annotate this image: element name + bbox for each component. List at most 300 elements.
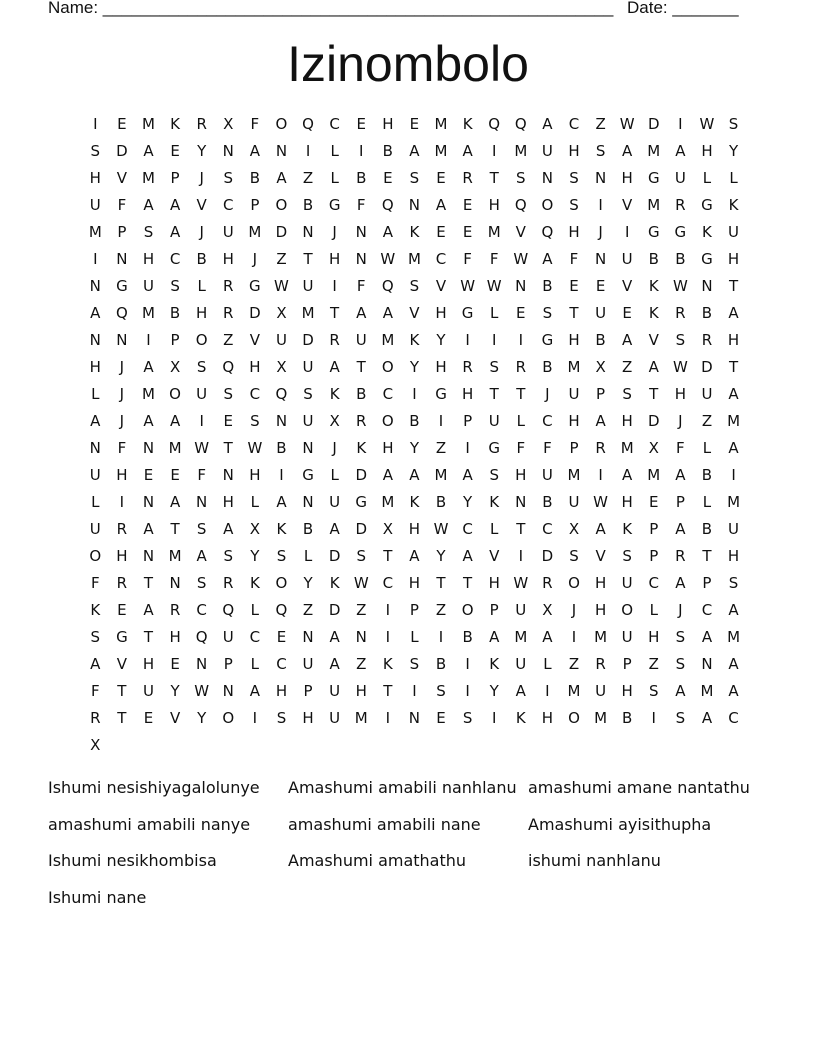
grid-letter: G xyxy=(302,466,314,484)
grid-letter: S xyxy=(595,142,606,160)
grid-letter: K xyxy=(648,304,659,322)
grid-letter: A xyxy=(143,142,154,160)
grid-letter: I xyxy=(199,412,204,430)
grid-letter: G xyxy=(461,304,474,322)
grid-letter: C xyxy=(382,385,394,403)
grid-letter: Q xyxy=(488,115,501,133)
grid-letter: O xyxy=(461,601,474,619)
grid-letter: W xyxy=(593,493,608,511)
grid-letter: C xyxy=(223,196,234,214)
grid-letter: P xyxy=(170,169,180,187)
grid-letter: Q xyxy=(381,277,394,295)
grid-letter: N xyxy=(355,628,367,646)
grid-letter: S xyxy=(303,385,313,403)
grid-letter: T xyxy=(330,304,340,322)
grid-letter: L xyxy=(91,385,100,403)
grid-letter: T xyxy=(489,385,499,403)
grid-letter: T xyxy=(569,304,579,322)
grid-letter: M xyxy=(727,412,741,430)
grid-letter: T xyxy=(516,385,526,403)
grid-letter: R xyxy=(356,412,367,430)
grid-letter: H xyxy=(488,574,500,592)
grid-letter: E xyxy=(649,493,659,511)
grid-letter: A xyxy=(462,466,473,484)
grid-letter: Z xyxy=(356,655,367,673)
grid-letter: B xyxy=(356,169,367,187)
grid-letter: A xyxy=(90,412,101,430)
grid-letter: Y xyxy=(436,331,446,349)
grid-letter: C xyxy=(196,601,207,619)
grid-letter: K xyxy=(728,196,739,214)
grid-letter: M xyxy=(620,439,634,457)
grid-letter: L xyxy=(91,493,100,511)
grid-letter: P xyxy=(303,682,313,700)
grid-letter: X xyxy=(276,358,287,376)
grid-letter: W xyxy=(699,115,715,133)
grid-letter: A xyxy=(728,385,739,403)
grid-letter: I xyxy=(651,709,656,727)
grid-letter: I xyxy=(598,466,603,484)
grid-letter: N xyxy=(142,493,155,511)
grid-letter: V xyxy=(622,196,633,214)
grid-letter: Y xyxy=(436,547,446,565)
grid-letter: S xyxy=(489,466,499,484)
grid-letter: T xyxy=(383,682,393,700)
grid-letter: X xyxy=(568,520,580,538)
grid-letter: U xyxy=(275,331,287,349)
grid-letter: S xyxy=(196,358,207,376)
grid-letter: N xyxy=(222,466,234,484)
grid-letter: H xyxy=(302,709,314,727)
grid-letter: S xyxy=(675,709,686,727)
grid-letter: M xyxy=(381,493,395,511)
grid-letter: M xyxy=(434,466,448,484)
grid-letter: U xyxy=(222,628,234,646)
grid-letter: N xyxy=(89,331,101,349)
grid-letter: R xyxy=(595,655,606,673)
grid-letter: W xyxy=(433,520,449,538)
grid-letter: Q xyxy=(514,196,527,214)
grid-letter: A xyxy=(489,628,500,646)
grid-letter: P xyxy=(409,601,419,619)
grid-letter: P xyxy=(622,655,632,673)
grid-letter: H xyxy=(435,304,447,322)
grid-letter: E xyxy=(436,223,446,241)
grid-letter: H xyxy=(169,628,181,646)
grid-letter: T xyxy=(489,169,499,187)
grid-letter: B xyxy=(302,196,314,214)
grid-letter: H xyxy=(249,358,261,376)
grid-letter: E xyxy=(622,304,632,322)
grid-letter: A xyxy=(728,655,739,673)
grid-letter: I xyxy=(279,466,284,484)
grid-letter: J xyxy=(199,223,204,241)
grid-letter: G xyxy=(435,385,447,403)
grid-letter: P xyxy=(569,439,579,457)
grid-letter: M xyxy=(301,304,315,322)
grid-letter: A xyxy=(143,358,154,376)
grid-letter: B xyxy=(542,358,553,376)
grid-letter: Y xyxy=(197,142,207,160)
grid-letter: I xyxy=(624,223,630,241)
grid-letter: G xyxy=(116,277,128,295)
grid-letter: D xyxy=(249,304,261,322)
grid-letter: A xyxy=(462,547,473,565)
grid-letter: U xyxy=(302,412,314,430)
grid-letter: R xyxy=(675,547,686,565)
grid-letter: E xyxy=(143,709,154,727)
grid-letter: C xyxy=(276,655,287,673)
grid-letter: K xyxy=(489,655,500,673)
grid-letter: K xyxy=(276,520,287,538)
grid-letter: S xyxy=(170,277,180,295)
grid-letter: T xyxy=(117,682,127,700)
grid-letter: B xyxy=(249,169,260,187)
grid-letter: M xyxy=(567,682,581,700)
grid-letter: H xyxy=(222,493,234,511)
grid-letter: F xyxy=(356,196,366,214)
grid-letter: A xyxy=(675,142,686,160)
grid-letter: H xyxy=(222,250,234,268)
grid-letter: Y xyxy=(170,682,180,700)
grid-letter: S xyxy=(356,547,366,565)
grid-letter: E xyxy=(356,115,366,133)
grid-letter: W xyxy=(486,277,502,295)
grid-letter: Z xyxy=(648,655,659,673)
grid-letter: A xyxy=(169,493,181,511)
grid-letter: H xyxy=(116,547,128,565)
grid-letter: M xyxy=(142,385,155,403)
grid-letter: H xyxy=(488,196,500,214)
grid-letter: A xyxy=(435,196,447,214)
grid-letter: M xyxy=(434,115,448,133)
grid-letter: I xyxy=(598,196,603,214)
grid-letter: N xyxy=(89,439,101,457)
grid-letter: W xyxy=(460,277,476,295)
grid-letter: Z xyxy=(435,439,447,457)
grid-letter: N xyxy=(116,331,128,349)
grid-letter: B xyxy=(701,466,713,484)
grid-letter: A xyxy=(249,682,260,700)
grid-letter: C xyxy=(648,574,659,592)
grid-letter: U xyxy=(595,304,607,322)
grid-letter: R xyxy=(515,358,527,376)
grid-letter: G xyxy=(488,439,501,457)
grid-letter: R xyxy=(595,439,606,457)
grid-letter: T xyxy=(117,709,127,727)
grid-letter: U xyxy=(568,385,580,403)
grid-letter: A xyxy=(542,115,553,133)
word-list-item: amashumi amabili nane xyxy=(288,814,481,834)
grid-letter: P xyxy=(489,601,499,619)
grid-letter: D xyxy=(701,358,713,376)
grid-letter: Y xyxy=(463,493,473,511)
grid-letter: Y xyxy=(409,439,419,457)
grid-letter: P xyxy=(702,574,712,592)
grid-letter: L xyxy=(410,628,419,646)
grid-letter: Y xyxy=(489,682,499,700)
grid-letter: W xyxy=(513,250,529,268)
grid-letter: K xyxy=(462,115,473,133)
grid-letter: J xyxy=(119,358,125,376)
grid-letter: N xyxy=(302,223,314,241)
grid-letter: I xyxy=(438,628,444,646)
grid-letter: Z xyxy=(223,331,234,349)
grid-letter: Z xyxy=(435,601,447,619)
grid-letter: S xyxy=(143,223,154,241)
grid-letter: H xyxy=(142,655,155,673)
grid-letter: V xyxy=(169,709,181,727)
grid-letter: K xyxy=(515,709,526,727)
grid-letter: L xyxy=(702,169,712,187)
grid-letter: I xyxy=(146,331,151,349)
grid-letter: H xyxy=(541,709,554,727)
grid-letter: U xyxy=(302,655,314,673)
grid-letter: A xyxy=(728,304,739,322)
grid-letter: A xyxy=(675,682,686,700)
grid-letter: S xyxy=(728,115,739,133)
grid-letter: A xyxy=(728,439,739,457)
grid-letter: C xyxy=(542,520,553,538)
grid-letter: E xyxy=(170,142,180,160)
grid-letter: U xyxy=(329,682,341,700)
grid-letter: F xyxy=(117,439,127,457)
grid-letter: G xyxy=(355,493,368,511)
grid-letter: N xyxy=(142,439,155,457)
grid-letter: K xyxy=(409,223,420,241)
grid-letter: A xyxy=(542,628,553,646)
grid-letter: Z xyxy=(595,115,606,133)
grid-letter: N xyxy=(116,250,128,268)
grid-letter: M xyxy=(647,196,661,214)
worksheet-header xyxy=(48,0,748,20)
grid-letter: D xyxy=(275,223,288,241)
grid-letter: M xyxy=(567,358,581,376)
grid-letter: K xyxy=(382,655,393,673)
grid-letter: F xyxy=(569,250,579,268)
grid-letter: N xyxy=(541,169,553,187)
grid-letter: H xyxy=(408,520,421,538)
grid-letter: I xyxy=(465,331,470,349)
grid-letter: N xyxy=(355,250,367,268)
grid-letter: O xyxy=(568,574,580,592)
grid-letter: A xyxy=(515,682,526,700)
grid-letter: R xyxy=(675,304,686,322)
grid-letter: H xyxy=(89,358,101,376)
grid-letter: P xyxy=(250,196,260,214)
grid-letter: H xyxy=(355,682,367,700)
grid-letter: B xyxy=(409,412,420,430)
grid-letter: I xyxy=(465,655,470,673)
grid-letter: T xyxy=(702,547,712,565)
grid-letter: S xyxy=(489,358,499,376)
grid-letter: U xyxy=(142,277,154,295)
grid-letter: D xyxy=(541,547,554,565)
grid-letter: R xyxy=(116,574,128,592)
word-list-item: Amashumi amabili nanhlanu xyxy=(288,778,517,797)
grid-letter: B xyxy=(648,250,659,268)
page-title: Izinombolo xyxy=(287,36,529,92)
grid-letter: B xyxy=(435,655,447,673)
grid-letter: R xyxy=(462,169,473,187)
grid-letter: R xyxy=(701,331,713,349)
grid-letter: R xyxy=(223,574,234,592)
grid-letter: K xyxy=(90,601,101,619)
grid-letter: H xyxy=(621,493,633,511)
grid-letter: M xyxy=(647,466,661,484)
word-list-item: amashumi amabili nanye xyxy=(48,814,251,834)
grid-letter: F xyxy=(250,115,260,133)
grid-letter: I xyxy=(385,628,391,646)
grid-letter: P xyxy=(675,493,685,511)
grid-letter: Z xyxy=(302,169,314,187)
word-search-grid xyxy=(82,111,747,759)
grid-letter: M xyxy=(168,547,182,565)
grid-letter: I xyxy=(93,250,98,268)
grid-letter: M xyxy=(88,223,102,241)
grid-letter: H xyxy=(727,250,740,268)
grid-letter: F xyxy=(117,196,127,214)
grid-letter: M xyxy=(142,304,155,322)
grid-letter: I xyxy=(385,601,391,619)
grid-letter: L xyxy=(702,493,712,511)
grid-letter: F xyxy=(516,439,526,457)
grid-letter: Q xyxy=(222,358,235,376)
grid-letter: L xyxy=(250,493,260,511)
grid-letter: K xyxy=(489,493,500,511)
grid-letter: I xyxy=(518,547,524,565)
grid-letter: E xyxy=(436,709,446,727)
grid-letter: T xyxy=(383,547,393,565)
grid-letter: X xyxy=(329,412,340,430)
grid-letter: T xyxy=(463,574,473,592)
grid-letter: I xyxy=(465,682,470,700)
grid-letter: K xyxy=(329,385,340,403)
grid-letter: Z xyxy=(276,250,287,268)
grid-letter: E xyxy=(462,223,473,241)
grid-letter: O xyxy=(381,358,394,376)
grid-letter: I xyxy=(731,466,736,484)
grid-letter: V xyxy=(435,277,447,295)
grid-letter: R xyxy=(116,520,128,538)
grid-letter: B xyxy=(542,277,553,295)
grid-letter: M xyxy=(434,142,448,160)
grid-letter: A xyxy=(169,412,181,430)
grid-letter: B xyxy=(169,304,181,322)
grid-letter: A xyxy=(276,169,287,187)
grid-letter: U xyxy=(196,385,208,403)
grid-letter: E xyxy=(462,196,473,214)
grid-letter: N xyxy=(594,169,607,187)
grid-letter: N xyxy=(275,142,288,160)
grid-letter: I xyxy=(385,709,391,727)
grid-letter: E xyxy=(569,277,579,295)
grid-letter: G xyxy=(674,223,687,241)
grid-letter: T xyxy=(223,439,233,457)
grid-letter: U xyxy=(515,601,527,619)
grid-letter: H xyxy=(594,574,607,592)
grid-letter: E xyxy=(117,115,127,133)
grid-letter: H xyxy=(621,169,633,187)
grid-letter: A xyxy=(169,223,181,241)
grid-letter: T xyxy=(143,574,154,592)
grid-letter: C xyxy=(329,115,340,133)
name-field-label: Name: ______________________________________________________ xyxy=(48,0,614,17)
grid-letter: H xyxy=(568,142,580,160)
grid-letter: H xyxy=(701,142,713,160)
grid-letter: B xyxy=(675,250,686,268)
grid-letter: D xyxy=(328,547,341,565)
grid-letter: H xyxy=(568,412,580,430)
grid-letter: E xyxy=(436,169,446,187)
grid-letter: N xyxy=(408,196,421,214)
grid-letter: A xyxy=(462,142,473,160)
grid-letter: T xyxy=(170,520,180,538)
grid-letter: U xyxy=(674,169,686,187)
grid-letter: S xyxy=(409,277,420,295)
grid-letter: J xyxy=(332,439,337,457)
grid-letter: M xyxy=(248,223,262,241)
grid-letter: S xyxy=(223,385,234,403)
grid-letter: V xyxy=(116,655,128,673)
grid-letter: A xyxy=(249,142,260,160)
grid-letter: L xyxy=(729,169,738,187)
grid-letter: J xyxy=(678,601,683,619)
grid-letter: H xyxy=(89,169,101,187)
grid-letter: B xyxy=(382,142,393,160)
grid-letter: T xyxy=(649,385,659,403)
grid-letter: W xyxy=(194,682,210,700)
grid-letter: A xyxy=(595,520,606,538)
grid-letter: S xyxy=(569,169,579,187)
grid-letter: A xyxy=(143,196,154,214)
grid-letter: U xyxy=(595,682,607,700)
grid-letter: N xyxy=(515,493,527,511)
grid-letter: S xyxy=(409,655,420,673)
grid-letter: J xyxy=(678,412,683,430)
grid-letter: A xyxy=(329,358,340,376)
grid-letter: A xyxy=(622,142,633,160)
word-list-item: Ishumi nane xyxy=(48,887,147,907)
grid-letter: S xyxy=(409,169,420,187)
grid-letter: C xyxy=(169,250,181,268)
grid-letter: N xyxy=(355,223,367,241)
grid-letter: B xyxy=(302,520,314,538)
grid-letter: L xyxy=(330,466,339,484)
grid-letter: X xyxy=(648,439,659,457)
grid-letter: A xyxy=(409,466,420,484)
grid-letter: S xyxy=(728,574,739,592)
grid-letter: O xyxy=(541,196,554,214)
grid-letter: A xyxy=(595,412,606,430)
grid-letter: H xyxy=(275,682,288,700)
grid-letter: O xyxy=(275,115,288,133)
grid-letter: S xyxy=(542,304,553,322)
grid-letter: S xyxy=(649,682,659,700)
grid-letter: N xyxy=(169,574,181,592)
grid-letter: S xyxy=(436,682,446,700)
grid-letter: J xyxy=(332,223,337,241)
grid-letter: H xyxy=(435,358,447,376)
grid-letter: D xyxy=(355,466,368,484)
grid-letter: S xyxy=(223,169,234,187)
grid-letter: H xyxy=(196,304,208,322)
grid-letter: L xyxy=(197,277,206,295)
grid-letter: W xyxy=(194,439,210,457)
grid-letter: M xyxy=(647,142,661,160)
grid-letter: N xyxy=(302,493,314,511)
grid-letter: A xyxy=(409,547,420,565)
